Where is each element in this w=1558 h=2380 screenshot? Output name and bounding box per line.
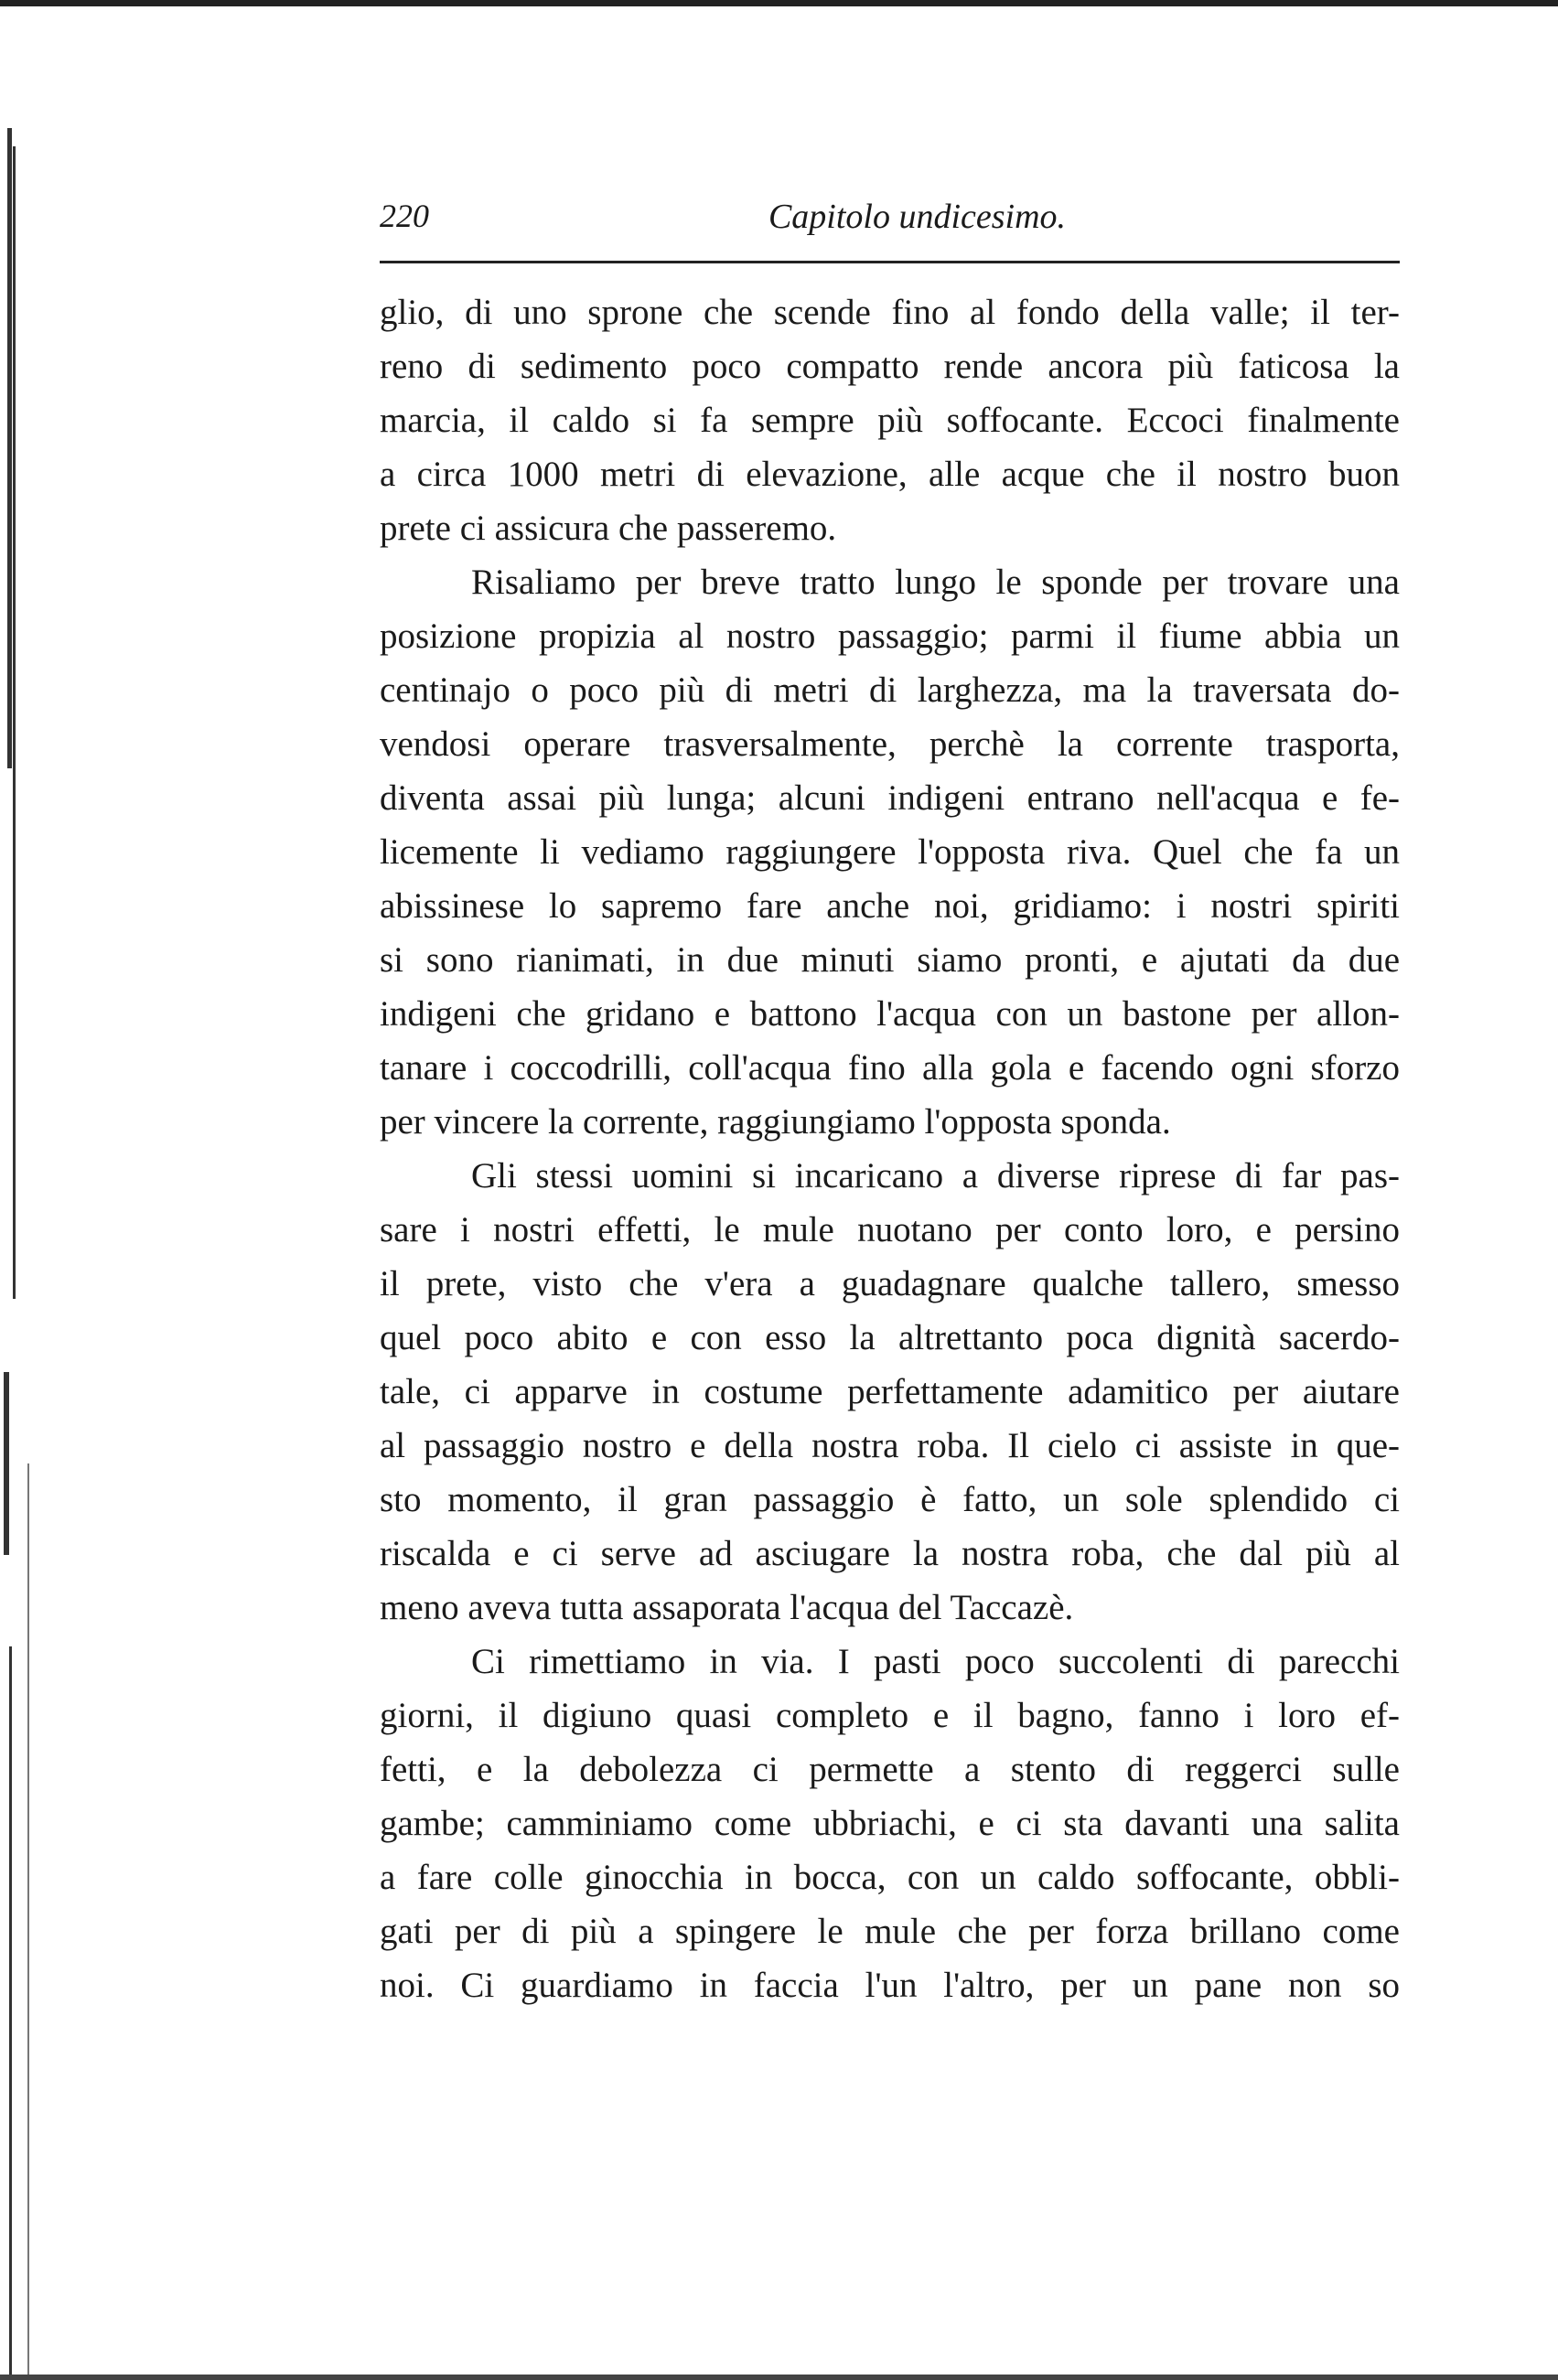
running-title: Capitolo undicesimo.: [768, 198, 1067, 236]
text-line: centinajo o poco più di metri di larghezza, ma la traversata do-: [380, 670, 1400, 710]
scan-left-edge: [0, 0, 37, 2380]
text-line: sto momento, il gran passaggio è fatto, un sole splendido ci: [380, 1480, 1400, 1519]
header-rule: [380, 261, 1400, 263]
text-line: indigeni che gridano e battono l'acqua con un bastone per allon-: [380, 994, 1400, 1034]
text-line: fetti, e la debolezza ci permette a stento di reggerci sulle: [380, 1750, 1400, 1789]
text-line: quel poco abito e con esso la altrettanto poca dignità sacerdo-: [380, 1318, 1400, 1357]
text-line: gambe; camminiamo come ubbriachi, e ci sta davanti una salita: [380, 1804, 1400, 1843]
text-line: si sono rianimati, in due minuti siamo pronti, e ajutati da due: [380, 940, 1400, 980]
page-number: 220: [380, 198, 429, 234]
text-line: posizione propizia al nostro passaggio; parmi il fiume abbia un: [380, 616, 1400, 656]
text-line: riscalda e ci serve ad asciugare la nostra roba, che dal più al: [380, 1534, 1400, 1573]
text-line: vendosi operare trasversalmente, perchè la corrente trasporta,: [380, 724, 1400, 764]
text-line: marcia, il caldo si fa sempre più soffocante. Eccoci finalmente: [380, 401, 1400, 440]
text-line: a circa 1000 metri di elevazione, alle acque che il nostro buon: [380, 455, 1400, 494]
text-line: meno aveva tutta assaporata l'acqua del Taccazè.: [380, 1588, 1074, 1627]
body-text: [380, 285, 1400, 2012]
text-line: giorni, il digiuno quasi completo e il bagno, fanno i loro ef-: [380, 1696, 1400, 1735]
text-line: tanare i coccodrilli, coll'acqua fino alla gola e facendo ogni sforzo: [380, 1048, 1400, 1088]
text-line: licemente li vediamo raggiungere l'opposta riva. Quel che fa un: [380, 832, 1400, 872]
text-line: Ci rimettiamo in via. I pasti poco succolenti di parecchi: [471, 1642, 1400, 1681]
text-line: Risaliamo per breve tratto lungo le sponde per trovare una: [471, 563, 1400, 602]
text-line: reno di sedimento poco compatto rende ancora più faticosa la: [380, 347, 1400, 386]
scan-bottom-edge: [0, 2375, 1558, 2380]
text-line: per vincere la corrente, raggiungiamo l'opposta sponda.: [380, 1102, 1171, 1142]
text-line: a fare colle ginocchia in bocca, con un caldo soffocante, obbli-: [380, 1858, 1400, 1897]
text-line: gati per di più a spingere le mule che per forza brillano come: [380, 1912, 1400, 1951]
text-line: glio, di uno sprone che scende fino al fondo della valle; il ter-: [380, 293, 1400, 332]
text-line: noi. Ci guardiamo in faccia l'un l'altro, per un pane non so: [380, 1966, 1400, 2005]
text-line: tale, ci apparve in costume perfettamente adamitico per aiutare: [380, 1372, 1400, 1411]
text-line: abissinese lo sapremo fare anche noi, gridiamo: i nostri spiriti: [380, 886, 1400, 926]
text-line: prete ci assicura che passeremo.: [380, 509, 837, 548]
text-line: al passaggio nostro e della nostra roba. Il cielo ci assiste in que-: [380, 1426, 1400, 1465]
text-line: diventa assai più lunga; alcuni indigeni entrano nell'acqua e fe-: [380, 778, 1400, 818]
text-line: sare i nostri effetti, le mule nuotano per conto loro, e persino: [380, 1210, 1400, 1249]
scan-top-edge: [0, 0, 1558, 6]
text-line: il prete, visto che v'era a guadagnare qualche tallero, smesso: [380, 1264, 1400, 1303]
page-header: [380, 197, 1400, 242]
text-line: Gli stessi uomini si incaricano a diverse riprese di far pas-: [471, 1156, 1400, 1195]
